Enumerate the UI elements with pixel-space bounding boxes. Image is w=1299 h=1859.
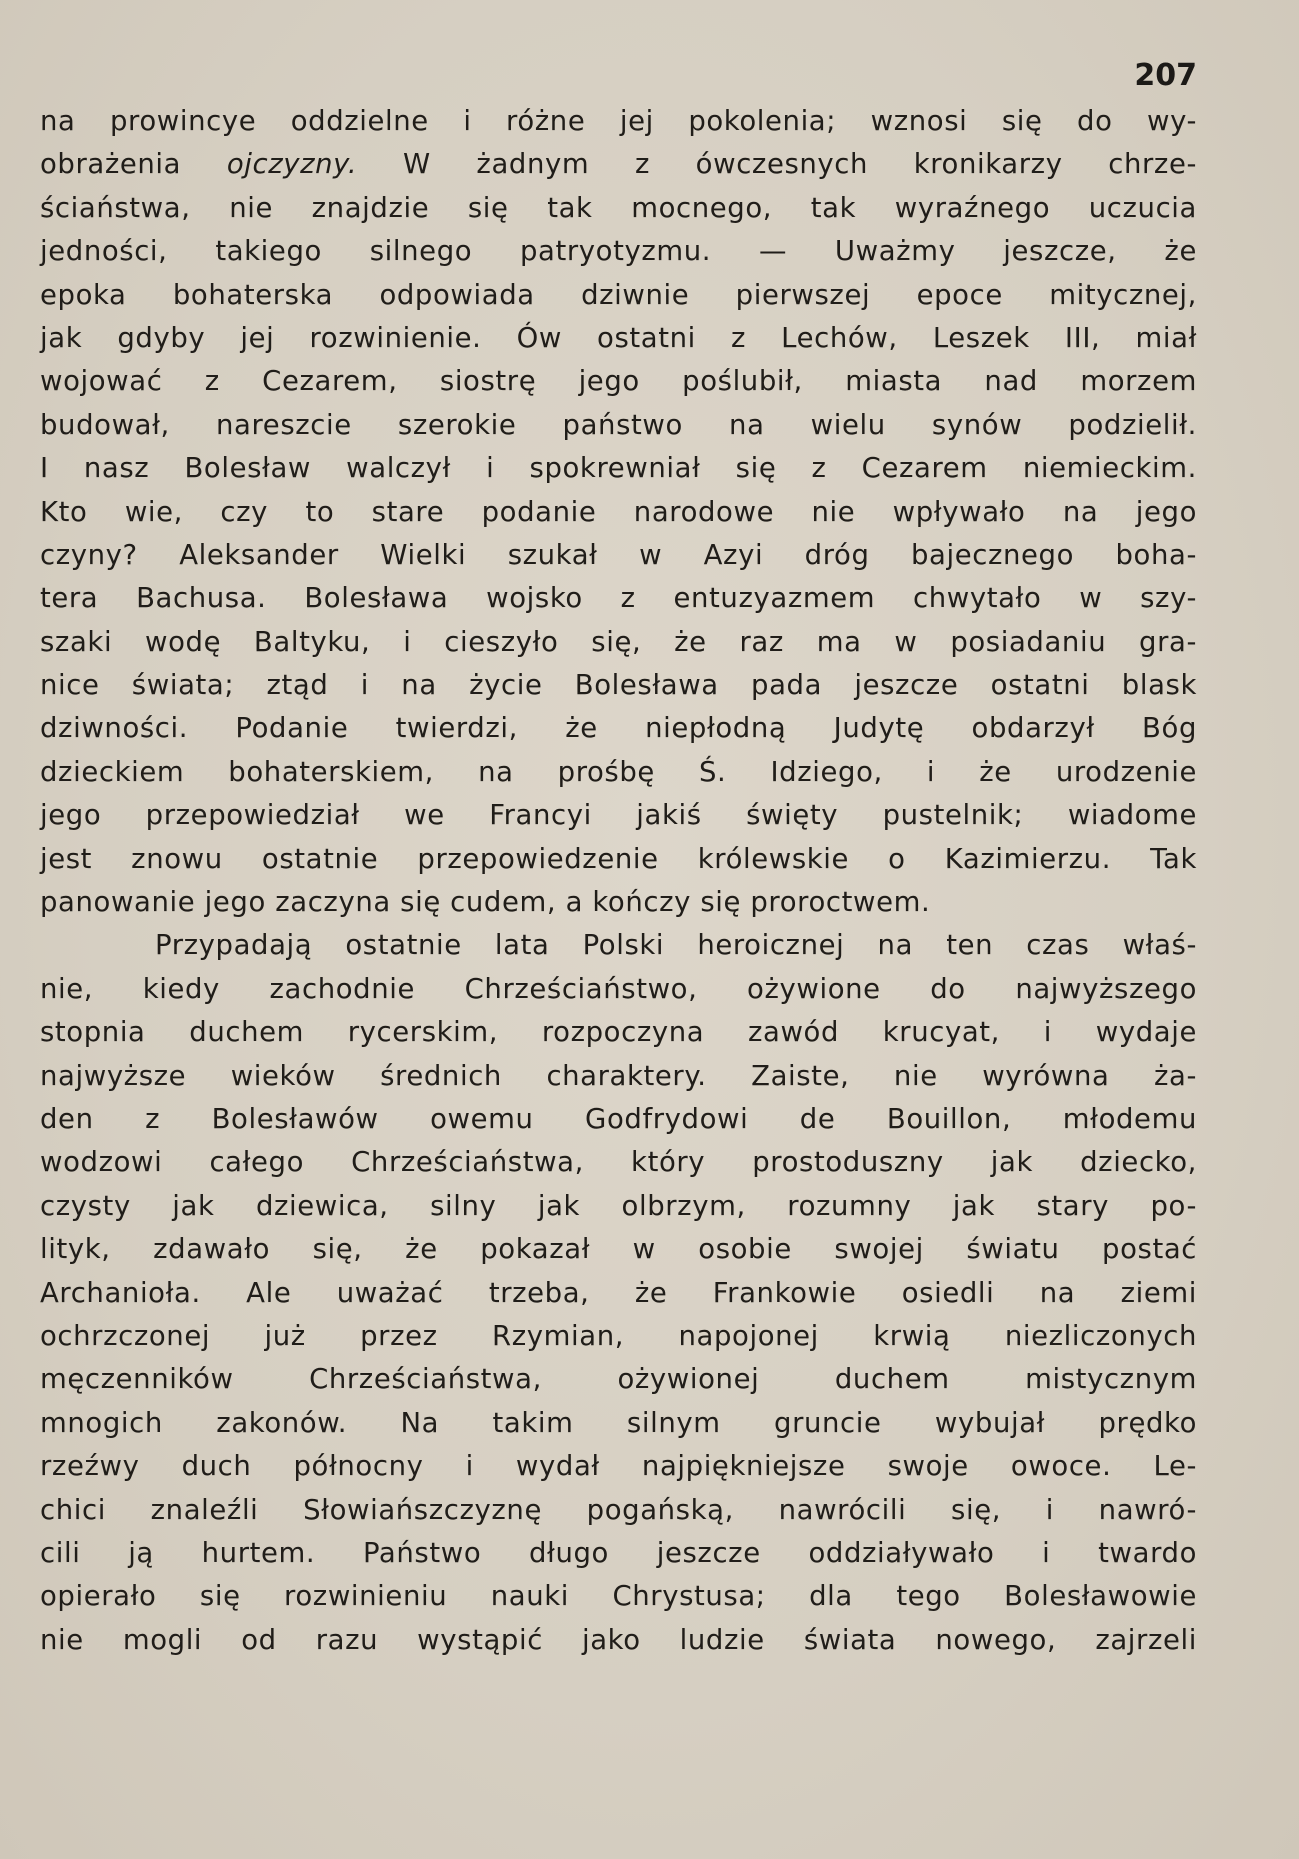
text-line: jak gdyby jej rozwinienie. Ów ostatni z Lechów, Leszek III, miał — [40, 321, 1197, 354]
text-segment: W żadnym z ówczesnych kronikarzy chrze- — [357, 148, 1197, 181]
text-line: czysty jak dziewica, silny jak olbrzym, rozumny jak stary po- — [40, 1189, 1197, 1222]
text-line: ściaństwa, nie znajdzie się tak mocnego, tak wyraźnego uczucia — [40, 191, 1197, 224]
text-line: nice świata; ztąd i na życie Bolesława pada jeszcze ostatni blask — [40, 669, 1197, 702]
text-line: chici znaleźli Słowiańszczyznę pogańską, nawrócili się, i nawró- — [40, 1493, 1197, 1526]
text-line: budował, nareszcie szerokie państwo na wielu synów podzielił. — [40, 408, 1197, 441]
text-line: lityk, zdawało się, że pokazał w osobie swojej światu postać — [40, 1233, 1197, 1266]
text-line: nie mogli od razu wystąpić jako ludzie świata nowego, zajrzeli — [40, 1623, 1197, 1656]
text-line: I nasz Bolesław walczył i spokrewniał się z Cezarem niemieckim. — [40, 452, 1197, 485]
text-line: stopnia duchem rycerskim, rozpoczyna zawód krucyat, i wydaje — [40, 1016, 1197, 1049]
text-line: mnogich zakonów. Na takim silnym gruncie wybujał prędko — [40, 1406, 1197, 1439]
text-line: jest znowu ostatnie przepowiedzenie królewskie o Kazimierzu. Tak — [40, 842, 1197, 875]
italic-term: ojczyzny. — [226, 148, 358, 181]
text-line: Archanioła. Ale uważać trzeba, że Frankowie osiedli na ziemi — [40, 1276, 1197, 1309]
text-line: nie, kiedy zachodnie Chrześciaństwo, ożywione do najwyższego — [40, 972, 1197, 1005]
text-line: ochrzczonej już przez Rzymian, napojonej krwią niezliczonych — [40, 1319, 1197, 1352]
text-line: wodzowi całego Chrześciaństwa, który prostoduszny jak dziecko, — [40, 1146, 1197, 1179]
body-text — [40, 100, 1197, 1662]
text-line: jedności, takiego silnego patryotyzmu. — Uważmy jeszcze, że — [40, 235, 1197, 268]
text-line: czyny? Aleksander Wielki szukał w Azyi dróg bajecznego boha- — [40, 538, 1197, 571]
text-line — [40, 143, 1197, 186]
text-line: epoka bohaterska odpowiada dziwnie pierwszej epoce mitycznej, — [40, 278, 1197, 311]
text-line: dziwności. Podanie twierdzi, że niepłodną Judytę obdarzył Bóg — [40, 712, 1197, 745]
text-line: rzeźwy duch północny i wydał najpiękniejsze swoje owoce. Le- — [40, 1450, 1197, 1483]
text-segment: obrażenia — [40, 148, 227, 181]
text-line: opierało się rozwinieniu nauki Chrystusa; dla tego Bolesławowie — [40, 1580, 1197, 1613]
text-line: najwyższe wieków średnich charaktery. Zaiste, nie wyrówna ża- — [40, 1059, 1197, 1092]
text-line: jego przepowiedział we Francyi jakiś święty pustelnik; wiadome — [40, 799, 1197, 832]
page-number: 207 — [1134, 58, 1197, 93]
text-line: męczenników Chrześciaństwa, ożywionej duchem mistycznym — [40, 1363, 1197, 1396]
text-line: na prowincye oddzielne i różne jej pokolenia; wznosi się do wy- — [40, 105, 1197, 137]
text-line: cili ją hurtem. Państwo długo jeszcze oddziaływało i twardo — [40, 1536, 1197, 1569]
text-line: den z Bolesławów owemu Godfrydowi de Bouillon, młodemu — [40, 1102, 1197, 1135]
text-line: panowanie jego zaczyna się cudem, a kończy się proroctwem. — [40, 886, 931, 919]
text-line: dzieckiem bohaterskiem, na prośbę Ś. Idziego, i że urodzenie — [40, 755, 1197, 788]
text-line: szaki wodę Baltyku, i cieszyło się, że raz ma w posiadaniu gra- — [40, 625, 1197, 658]
text-line: Kto wie, czy to stare podanie narodowe nie wpływało na jego — [40, 495, 1197, 528]
text-line: Przypadają ostatnie lata Polski heroicznej na ten czas właś- — [155, 929, 1197, 962]
text-line: wojować z Cezarem, siostrę jego poślubił, miasta nad morzem — [40, 365, 1197, 398]
text-line: tera Bachusa. Bolesława wojsko z entuzyazmem chwytało w szy- — [40, 582, 1197, 615]
